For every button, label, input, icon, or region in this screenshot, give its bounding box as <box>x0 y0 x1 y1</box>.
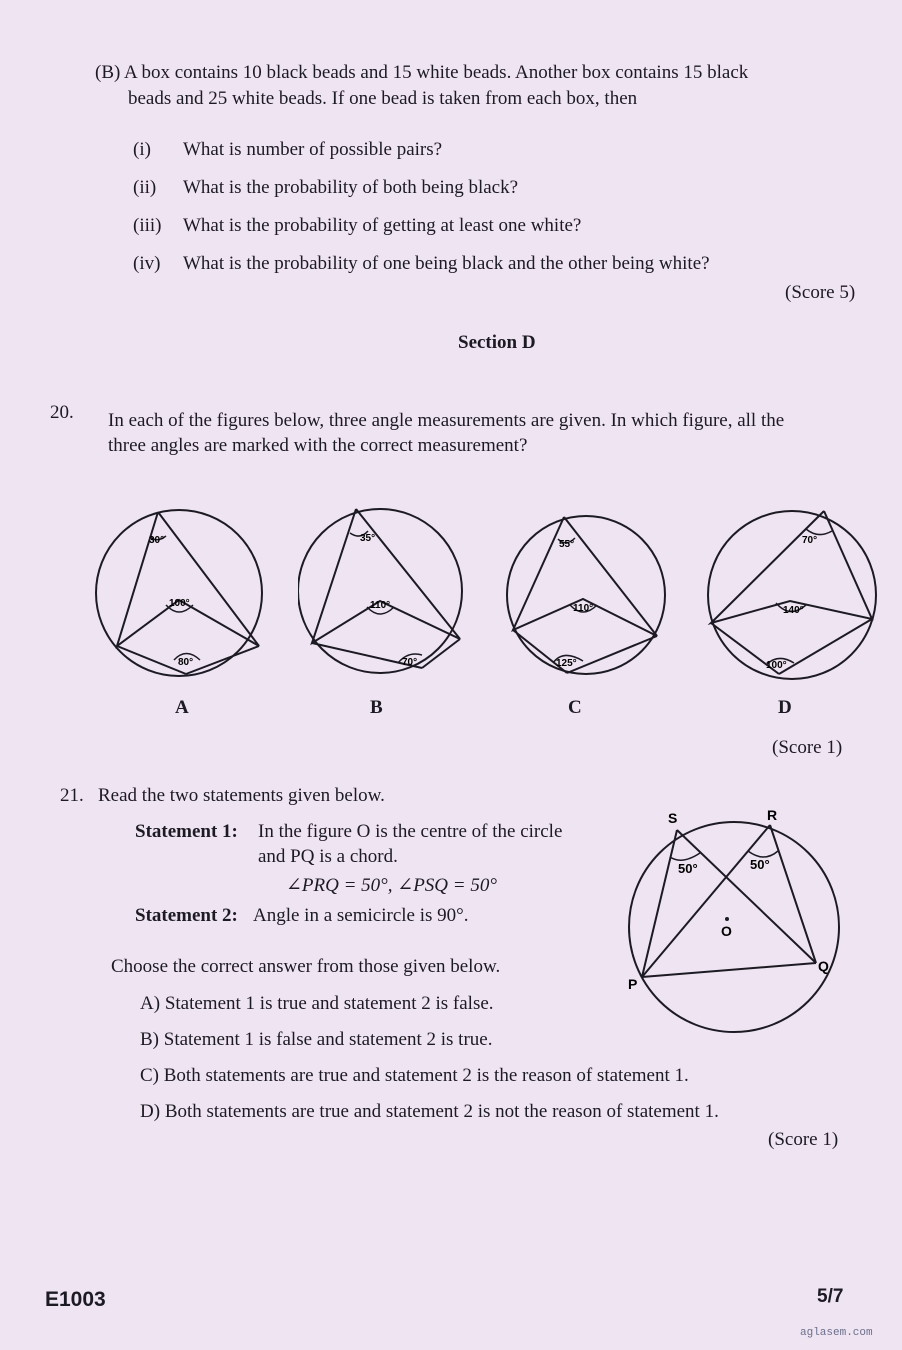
item-text: What is the probability of both being black? <box>183 177 519 198</box>
angle-label-bottom: 70° <box>402 657 418 668</box>
angle-label-bottom: 80° <box>178 657 194 668</box>
statement2-label: Statement 2: <box>135 905 238 926</box>
option-letter: B) <box>140 1029 159 1050</box>
item-number: (ii) <box>133 177 157 198</box>
section-title: Section D <box>458 332 536 353</box>
figure-a-label: A <box>175 697 189 718</box>
q19b-line1: (B) A box contains 10 black beads and 15 white beads. Another box contains 15 black <box>95 62 749 83</box>
page-number: 5/7 <box>817 1286 844 1307</box>
q21-choose: Choose the correct answer from those given below. <box>111 956 501 977</box>
item-text: What is number of possible pairs? <box>183 139 443 160</box>
q19b-score: (Score 5) <box>785 282 856 303</box>
angle-label-top: 30° <box>149 535 165 546</box>
point-o-label: O <box>721 923 732 939</box>
q19b-line2: beads and 25 white beads. If one bead is taken from each box, then <box>128 88 638 109</box>
option <box>140 1065 689 1087</box>
q21-number: 21. <box>60 785 84 806</box>
option-letter: D) <box>140 1101 161 1122</box>
statement1-label: Statement 1: <box>135 821 238 842</box>
point-p-label: P <box>628 976 638 992</box>
paper-code: E1003 <box>45 1288 106 1311</box>
option-text: Statement 1 is false and statement 2 is true. <box>163 1029 493 1050</box>
watermark: aglasem.com <box>800 1327 873 1339</box>
option-letter: A) <box>140 993 161 1014</box>
statement1-angles: ∠PRQ = 50°, ∠PSQ = 50° <box>286 875 497 896</box>
option-text: Statement 1 is true and statement 2 is false. <box>164 993 494 1014</box>
figure-b <box>298 495 470 685</box>
option-letter: C) <box>140 1065 159 1086</box>
point-s-label: S <box>668 810 678 826</box>
q21-score: (Score 1) <box>768 1129 839 1150</box>
angle-label-center: 140° <box>783 605 804 616</box>
q21-intro: Read the two statements given below. <box>98 785 385 806</box>
option-text: Both statements are true and statement 2 is the reason of statement 1. <box>163 1065 689 1086</box>
q20-line1: In each of the figures below, three angle measurements are given. In which figure, all the <box>108 410 785 431</box>
angle-r-label: 50° <box>750 857 770 872</box>
q20-number: 20. <box>50 402 74 423</box>
item-number: (iii) <box>133 215 162 236</box>
item-text: What is the probability of getting at least one white? <box>183 215 582 236</box>
item-text: What is the probability of one being black and the other being white? <box>183 253 710 274</box>
figure-c <box>503 495 673 685</box>
q19b-item <box>133 253 710 275</box>
q20-score: (Score 1) <box>772 737 843 758</box>
point-r-label: R <box>767 807 778 823</box>
option <box>140 1101 719 1123</box>
q19b-item <box>133 177 518 199</box>
q21-circle-figure <box>620 805 848 1035</box>
angle-label-top: 55° <box>559 539 575 550</box>
q19b-item <box>133 139 442 161</box>
option-text: Both statements are true and statement 2 is not the reason of statement 1. <box>164 1101 719 1122</box>
angle-label-center: 100° <box>169 598 190 609</box>
point-q-label: Q <box>818 958 829 974</box>
statement1-line2: and PQ is a chord. <box>258 846 398 867</box>
angle-label-top: 70° <box>802 535 818 546</box>
angle-label-center: 110° <box>573 603 594 614</box>
figure-a <box>90 495 270 685</box>
angle-label-center: 110° <box>370 600 391 611</box>
statement2-text: Angle in a semicircle is 90°. <box>253 905 469 926</box>
figure-d <box>706 495 884 685</box>
angle-label-top: 35° <box>360 533 376 544</box>
statement1-line1: In the figure O is the centre of the circle <box>258 821 563 842</box>
angle-label-bottom: 100° <box>766 660 787 671</box>
figure-c-label: C <box>568 697 582 718</box>
q19b-item <box>133 215 581 237</box>
option <box>140 993 494 1015</box>
angle-s-label: 50° <box>678 861 698 876</box>
angle-label-bottom: 125° <box>556 658 577 669</box>
q20-line2: three angles are marked with the correct measurement? <box>108 435 528 456</box>
option <box>140 1029 492 1051</box>
item-number: (iv) <box>133 253 161 274</box>
figure-b-label: B <box>370 697 383 718</box>
item-number: (i) <box>133 139 151 160</box>
figure-d-label: D <box>778 697 792 718</box>
